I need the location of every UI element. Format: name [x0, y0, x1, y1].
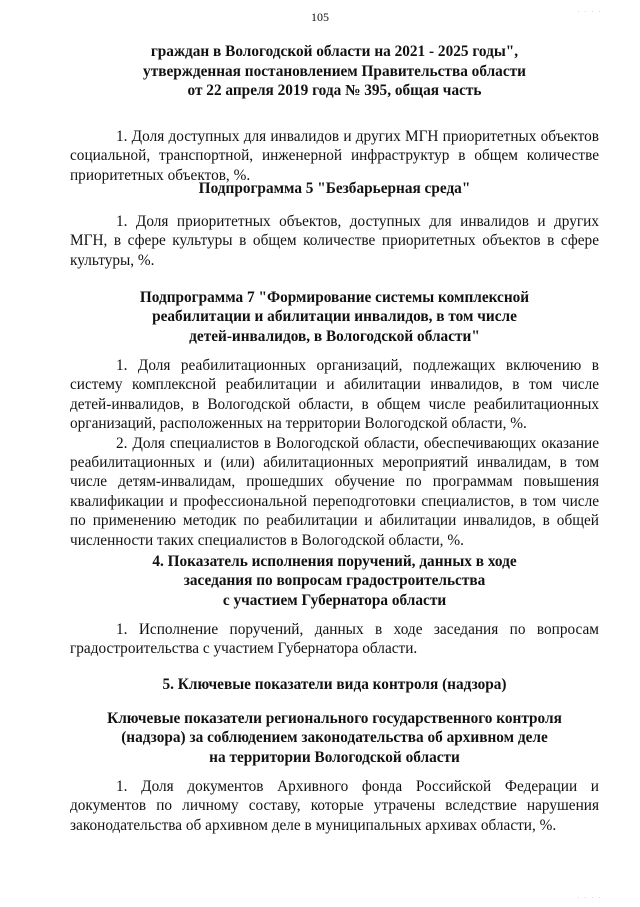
section-4-indicators	[70, 620, 599, 659]
subprogram-5-heading: Подпрограмма 5 "Безбарьерная среда"	[198, 180, 471, 197]
section-4-heading	[70, 552, 599, 610]
scan-mark-top: . . . .	[577, 8, 602, 14]
archive-control-indicators	[70, 777, 599, 835]
indicator-paragraph: 1. Доля документов Архивного фонда Российской Федерации и документов по личному составу, которые утрачены вследствие нарушения законодательства об архивном деле в муниципальных архивах области, %.	[70, 778, 599, 834]
subprogram-7-heading	[70, 288, 599, 346]
heading-line: заседания по вопросам градостроительства	[183, 572, 486, 590]
section-5-heading: 5. Ключевые показатели вида контроля (надзора)	[162, 676, 507, 693]
scan-mark-bottom: . . . .	[577, 894, 602, 900]
heading-line: Ключевые показатели регионального государственного контроля	[107, 710, 562, 727]
subprogram-5-indicators	[70, 212, 599, 270]
title-line: граждан в Вологодской области на 2021 - 2025 годы",	[150, 43, 519, 60]
heading-line: Подпрограмма 7 "Формирование системы комплексной	[139, 289, 530, 306]
program-title	[70, 42, 599, 101]
subprogram-7-indicators	[70, 356, 599, 550]
title-line: утвержденная постановлением Правительства области	[143, 62, 526, 80]
indicator-paragraph: 1. Исполнение поручений, данных в ходе заседания по вопросам градостроительства с участием Губернатора области.	[70, 621, 599, 658]
heading-line: на территории Вологодской области	[209, 748, 460, 766]
indicator-paragraph: 1. Доля доступных для инвалидов и других МГН приоритетных объектов социальной, транспортной, инженерной инфраструктур в общем количестве приоритетных объектов, %.	[70, 128, 599, 184]
indicator-paragraph: 1. Доля реабилитационных организаций, подлежащих включению в систему комплексной реабилитации и абилитации инвалидов, в том числе детей-инвалидов, в Вологодской области, в общем числе реабилитационных организаций, расположенных на территории Вологодской области, %.	[70, 357, 599, 433]
archive-control-heading	[70, 709, 599, 767]
page-number: 105	[311, 10, 329, 24]
heading-line: (надзора) за соблюдением законодательства об архивном деле	[121, 729, 548, 747]
general-indicators	[70, 127, 599, 185]
heading-line: с участием Губернатора области	[222, 591, 447, 609]
indicator-paragraph: 1. Доля приоритетных объектов, доступных для инвалидов и других МГН, в сфере культуры в общем количестве приоритетных объектов в сфере культуры, %.	[70, 213, 599, 269]
heading-line: 4. Показатель исполнения поручений, данных в ходе	[152, 553, 517, 570]
heading-line: детей-инвалидов, в Вологодской области"	[189, 327, 480, 345]
heading-line: реабилитации и абилитации инвалидов, в том числе	[152, 308, 517, 326]
indicator-paragraph: 2. Доля специалистов в Вологодской области, обеспечивающих оказание реабилитационных и (или) абилитационных мероприятий инвалидам, в том числе детям-инвалидам, прошедших обучение по программам повышения квалификации и профессиональной переподготовки специалистов, в том числе по применению методик по реабилитации и абилитации инвалидов, в общей численности таких специалистов в Вологодской области, %.	[70, 434, 599, 549]
title-line: от 22 апреля 2019 года № 395, общая часть	[187, 82, 482, 99]
